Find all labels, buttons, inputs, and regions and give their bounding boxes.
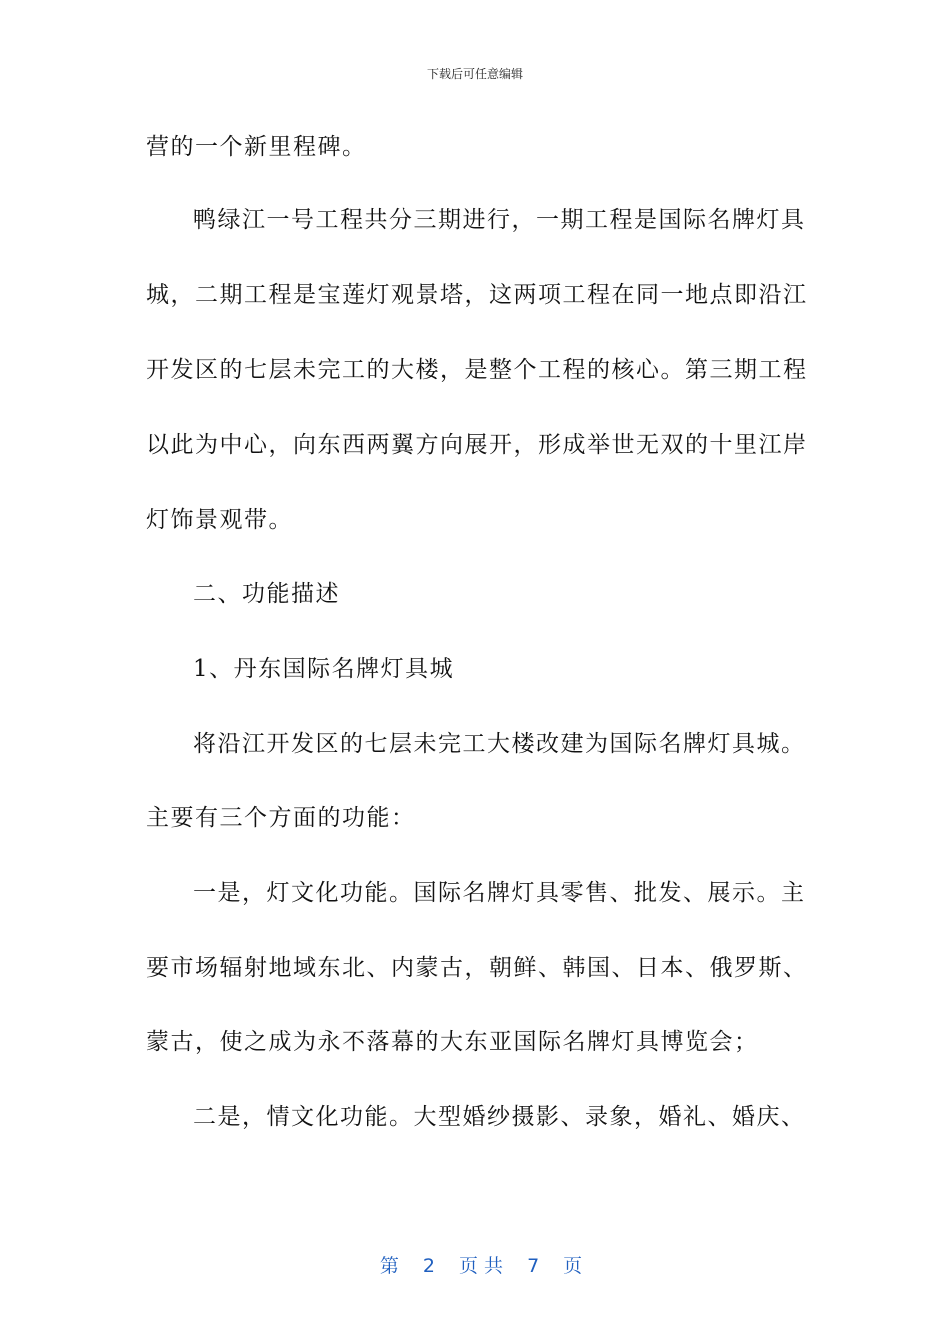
footer-label-end: 页	[563, 1255, 583, 1277]
section-heading: 二、功能描述	[193, 581, 340, 607]
paragraph-line: 城，二期工程是宝莲灯观景塔，这两项工程在同一地点即沿江	[146, 282, 808, 308]
paragraph-line: 营的一个新里程碑。	[146, 134, 367, 160]
paragraph-line: 蒙古，使之成为永不落幕的大东亚国际名牌灯具博览会；	[146, 1029, 759, 1055]
page-number-footer	[0, 1224, 950, 1280]
paragraph-line: 鸭绿江一号工程共分三期进行，一期工程是国际名牌灯具	[193, 207, 806, 233]
footer-current-page: 2	[422, 1255, 436, 1277]
paragraph-line: 以此为中心，向东西两翼方向展开，形成举世无双的十里江岸	[146, 432, 808, 458]
paragraph-line: 主要有三个方面的功能：	[146, 805, 416, 831]
paragraph-line: 要市场辐射地域东北、内蒙古，朝鲜、韩国、日本、俄罗斯、	[146, 955, 808, 981]
footer-label-page: 第	[379, 1255, 399, 1277]
paragraph-line: 一是，灯文化功能。国际名牌灯具零售、批发、展示。主	[193, 880, 806, 906]
footer-total-pages: 7	[527, 1255, 540, 1277]
paragraph-line: 开发区的七层未完工的大楼，是整个工程的核心。第三期工程	[146, 357, 808, 383]
footer-label-of: 页 共	[459, 1255, 504, 1277]
paragraph-line: 将沿江开发区的七层未完工大楼改建为国际名牌灯具城。	[193, 731, 806, 757]
paragraph-line: 灯饰景观带。	[146, 507, 293, 533]
page-header-note: 下载后可任意编辑	[426, 67, 523, 81]
paragraph-line: 二是，情文化功能。大型婚纱摄影、录象，婚礼、婚庆、	[193, 1104, 806, 1130]
subsection-heading: 1、丹东国际名牌灯具城	[193, 656, 455, 682]
